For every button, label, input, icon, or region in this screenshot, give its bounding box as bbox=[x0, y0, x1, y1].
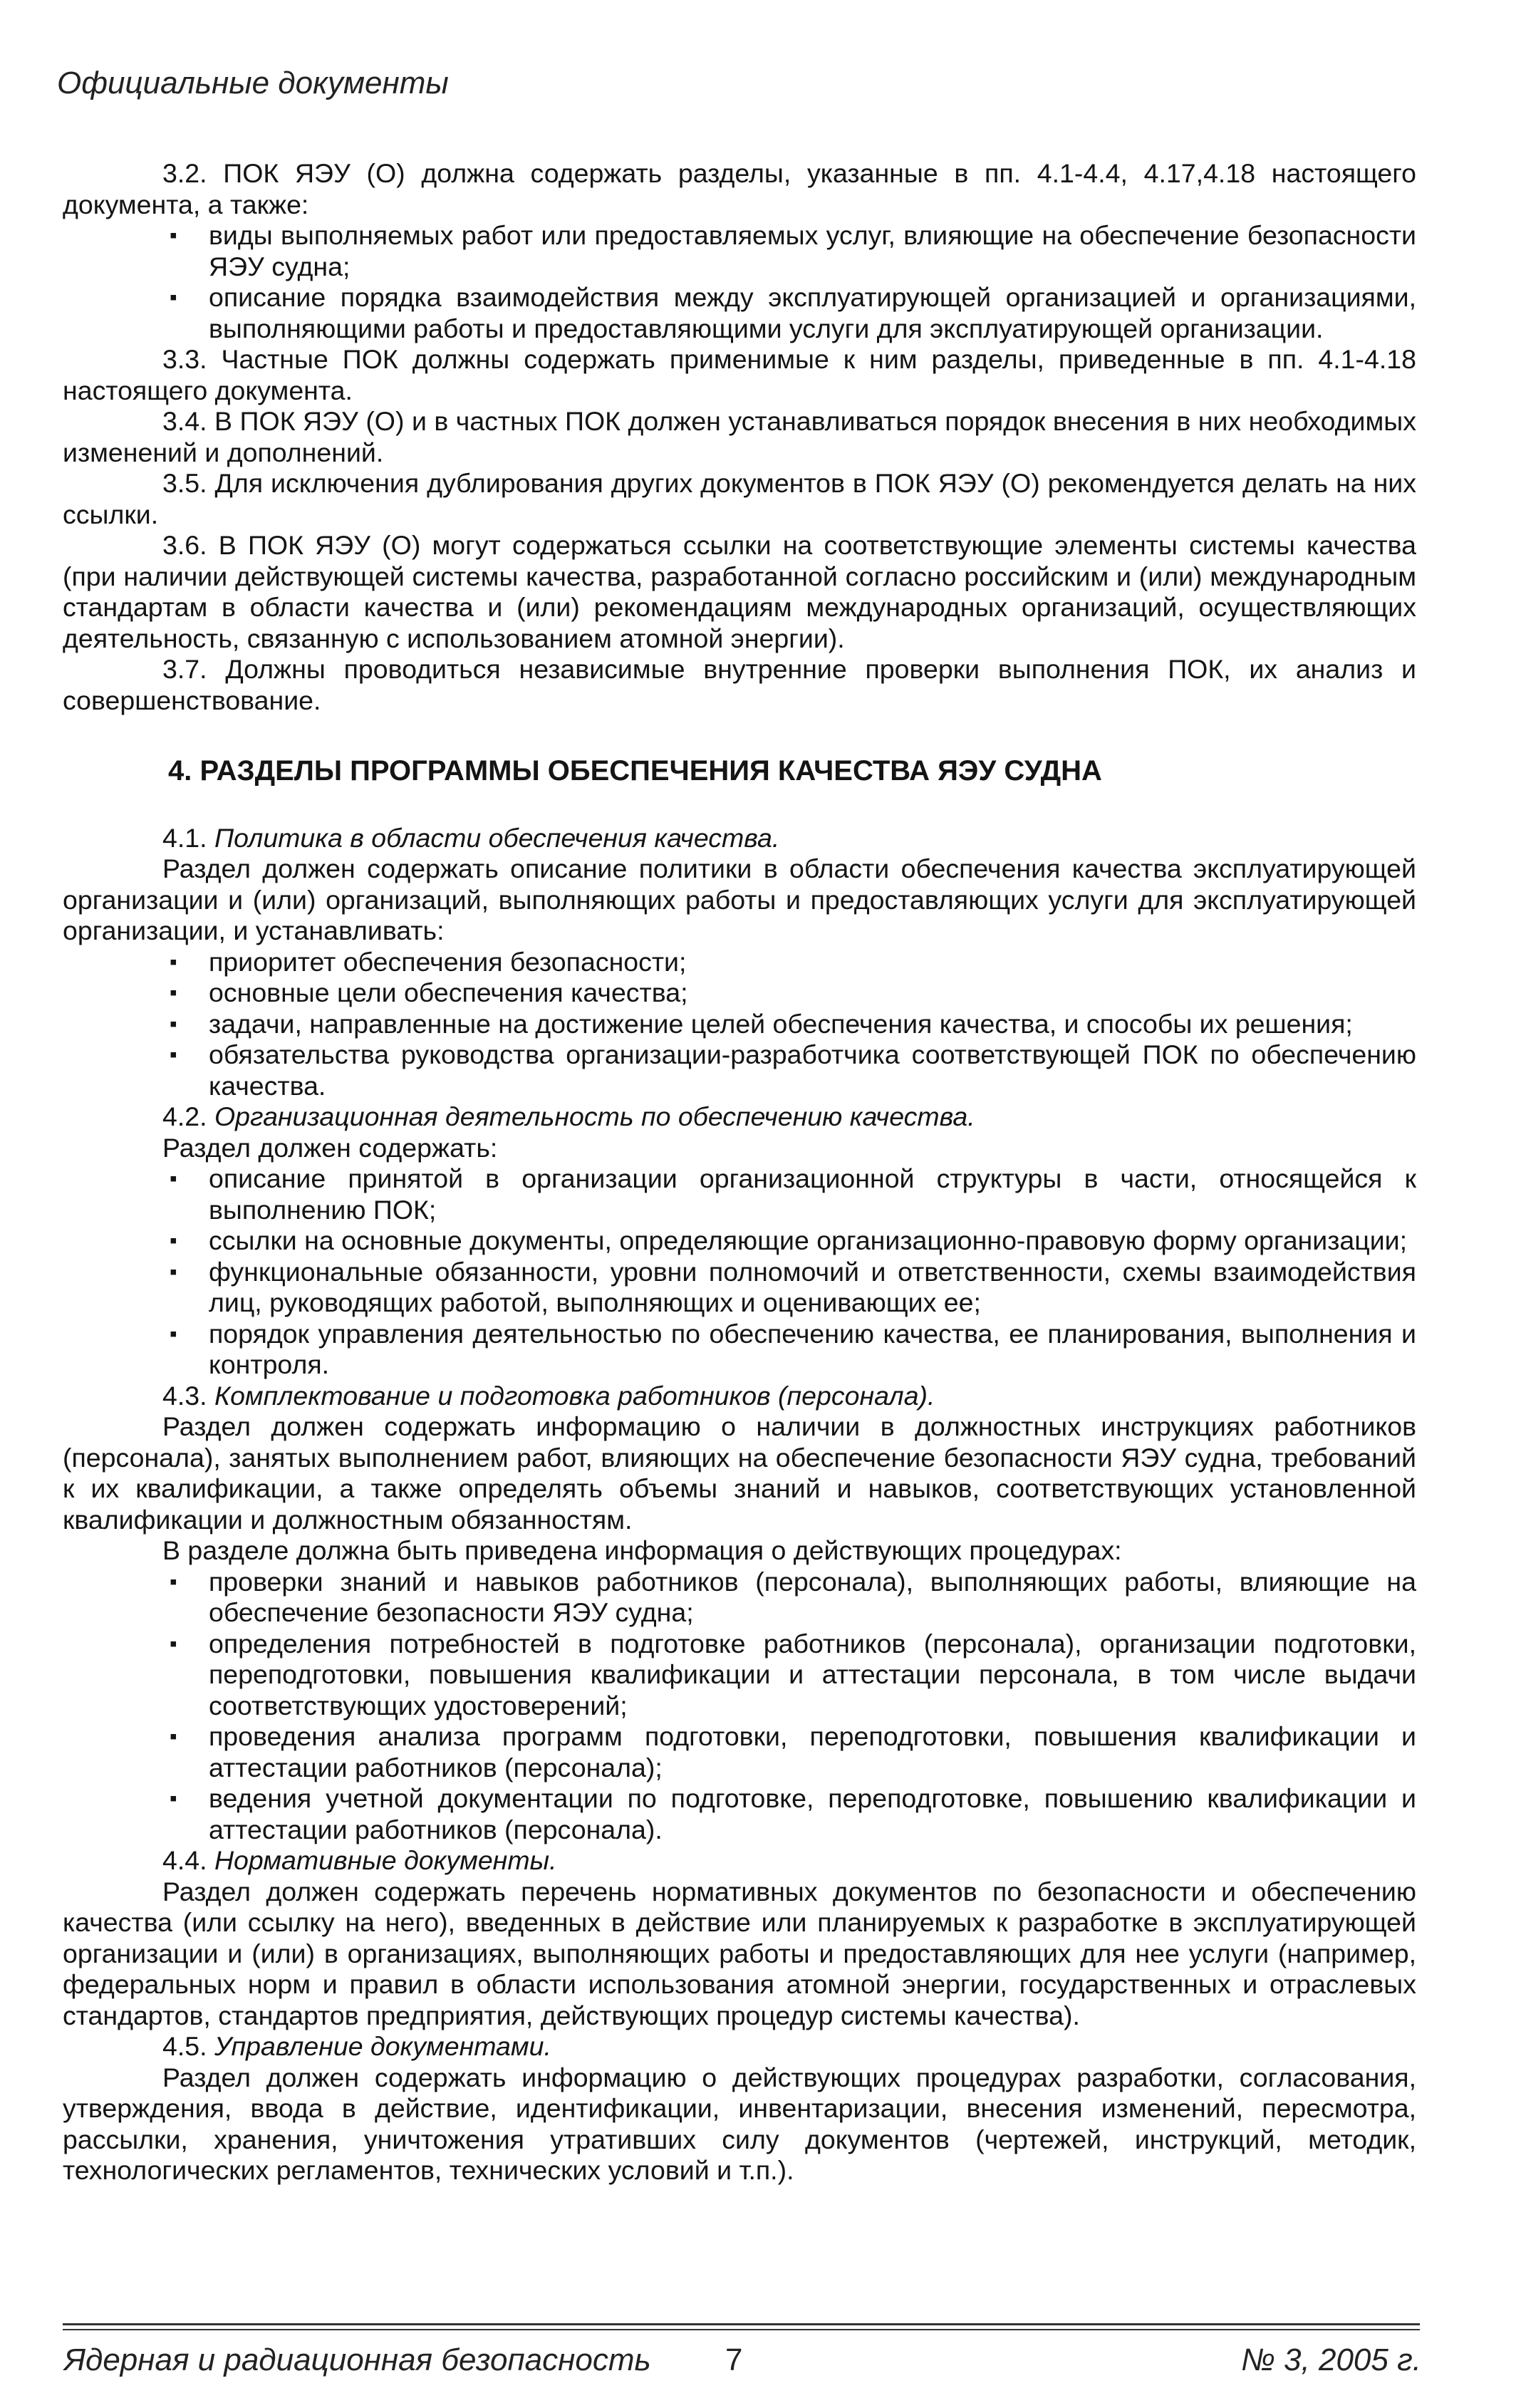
paragraph-4-5: Раздел должен содержать информацию о действующих процедурах разработки, согласования, утверждения, ввода в действие, идентификации, инвентаризации, внесения изменений, пересмотра, рассылки, хранения, уничтожения утративших силу документов (чертежей, инструкций, методик, технологических регламентов, технических условий и т.п.). bbox=[63, 2062, 1416, 2185]
bullet-icon: ▪ bbox=[170, 1229, 177, 1252]
list-item: ▪ определения потребностей в подготовке работников (персонала), организации подготовки, переподготовки, повышения квалификации и аттестации персонала, в том числе выдачи соответствующих удостоверений; bbox=[170, 1628, 1416, 1721]
paragraph-3-7: 3.7. Должны проводиться независимые внутренние проверки выполнения ПОК, их анализ и совершенствование. bbox=[63, 654, 1416, 715]
list-item: ▪ виды выполняемых работ или предоставляемых услуг, влияющие на обеспечение безопасности ЯЭУ судна; bbox=[170, 220, 1416, 281]
list-item: ▪ порядок управления деятельностью по обеспечению качества, ее планирования, выполнения и контроля. bbox=[170, 1318, 1416, 1379]
paragraph-3-4: 3.4. В ПОК ЯЭУ (О) и в частных ПОК должен устанавливаться порядок внесения в них необходимых изменений и дополнений. bbox=[63, 406, 1416, 467]
footer-divider bbox=[63, 2323, 1420, 2325]
subsection-title-4-4: 4.4. Нормативные документы. bbox=[162, 1845, 557, 1875]
bullet-icon: ▪ bbox=[170, 1787, 177, 1810]
subsection-title-4-5: 4.5. Управление документами. bbox=[162, 2031, 551, 2061]
list-item: ▪ проведения анализа программ подготовки, переподготовки, повышения квалификации и аттестации работников (персонала); bbox=[170, 1721, 1416, 1782]
bullet-icon: ▪ bbox=[170, 1043, 177, 1067]
bullet-icon: ▪ bbox=[170, 1260, 177, 1284]
bullet-icon: ▪ bbox=[170, 981, 177, 1005]
list-item: ▪ ссылки на основные документы, определяющие организационно-правовую форму организации; bbox=[170, 1225, 1408, 1255]
footer-divider bbox=[63, 2329, 1420, 2330]
list-item: ▪ основные цели обеспечения качества; bbox=[170, 977, 688, 1007]
list-item: ▪ проверки знаний и навыков работников (персонала), выполняющих работы, влияющие на обеспечение безопасности ЯЭУ судна; bbox=[170, 1566, 1416, 1627]
subsection-title-4-2: 4.2. Организационная деятельность по обеспечению качества. bbox=[162, 1101, 975, 1131]
list-item: ▪ приоритет обеспечения безопасности; bbox=[170, 946, 687, 977]
page-number: 7 bbox=[725, 2342, 743, 2377]
list-item: ▪ ведения учетной документации по подготовке, переподготовке, повышению квалификации и аттестации работников (персонала). bbox=[170, 1783, 1416, 1844]
subsection-title-4-3: 4.3. Комплектование и подготовка работников (персонала). bbox=[162, 1380, 935, 1411]
footer-issue: № 3, 2005 г. bbox=[1241, 2342, 1421, 2377]
bullet-icon: ▪ bbox=[170, 1012, 177, 1036]
bullet-icon: ▪ bbox=[170, 1569, 177, 1594]
bullet-icon: ▪ bbox=[170, 224, 177, 247]
document-body bbox=[63, 158, 1416, 2186]
list-item: ▪ обязательства руководства организации-разработчика соответствующей ПОК по обеспечению качества. bbox=[170, 1039, 1416, 1101]
running-title: Официальные документы bbox=[57, 66, 449, 100]
paragraph-3-3: 3.3. Частные ПОК должны содержать применимые к ним разделы, приведенные в пп. 4.1-4.18 настоящего документа. bbox=[63, 344, 1416, 405]
footer-journal-title: Ядерная и радиационная безопасность bbox=[64, 2342, 651, 2377]
paragraph-3-6: 3.6. В ПОК ЯЭУ (О) могут содержаться ссылки на соответствующие элементы системы качества (при наличии действующей системы качества, разработанной согласно российским и (или) международным стандартам в области качества и (или) рекомендациям международных организаций, осуществляющих деятельность, связанную с использованием атомной энергии). bbox=[63, 530, 1416, 653]
bullet-icon: ▪ bbox=[170, 1725, 177, 1748]
bullet-icon: ▪ bbox=[170, 286, 177, 309]
bullet-icon: ▪ bbox=[170, 1322, 177, 1346]
section-heading: 4. РАЗДЕЛЫ ПРОГРАММЫ ОБЕСПЕЧЕНИЯ КАЧЕСТВА ЯЭУ СУДНА bbox=[168, 755, 1102, 787]
paragraph-4-2: Раздел должен содержать: bbox=[162, 1132, 498, 1163]
paragraph-3-5: 3.5. Для исключения дублирования других документов в ПОК ЯЭУ (О) рекомендуется делать на них ссылки. bbox=[63, 468, 1416, 529]
list-item: ▪ описание принятой в организации организационной структуры в части, относящейся к выполнению ПОК; bbox=[170, 1163, 1416, 1225]
list-item: ▪ функциональные обязанности, уровни полномочий и ответственности, схемы взаимодействия лиц, руководящих работой, выполняющих и оценивающих ее; bbox=[170, 1256, 1416, 1317]
paragraph-4-1: Раздел должен содержать описание политики в области обеспечения качества эксплуатирующей организации и (или) организаций, выполняющих работы и предоставляющих услуги для эксплуатирующей организации, и устанавливать: bbox=[63, 853, 1416, 945]
bullet-icon: ▪ bbox=[170, 1167, 177, 1190]
subsection-title-4-1: 4.1. Политика в области обеспечения качества. bbox=[162, 822, 780, 853]
paragraph-4-4: Раздел должен содержать перечень нормативных документов по безопасности и обеспечению качества (или ссылку на него), введенных в действие или планируемых к разработке в эксплуатирующей организации и (или) в организациях, выполняющих работы и предоставляющих для нее услуги (например, федеральных норм и правил в области использования атомной энергии, государственных и отраслевых стандартов, стандартов предприятия, действующих процедур системы качества). bbox=[63, 1876, 1416, 2030]
bullet-icon: ▪ bbox=[170, 1631, 177, 1656]
paragraph-3-2: 3.2. ПОК ЯЭУ (О) должна содержать разделы, указанные в пп. 4.1-4.4, 4.17,4.18 настоящего документа, а также: bbox=[63, 158, 1416, 219]
paragraph-4-3-a: Раздел должен содержать информацию о наличии в должностных инструкциях работников (персонала), занятых выполнением работ, влияющих на обеспечение безопасности ЯЭУ судна, требований к их квалификации, а также определять объемы знаний и навыков, соответствующих установленной квалификации и должностным обязанностям. bbox=[63, 1411, 1416, 1535]
paragraph-4-3-b: В разделе должна быть приведена информация о действующих процедурах: bbox=[162, 1535, 1122, 1565]
list-item: ▪ задачи, направленные на достижение целей обеспечения качества, и способы их решения; bbox=[170, 1008, 1353, 1039]
list-item: ▪ описание порядка взаимодействия между эксплуатирующей организацией и организациями, выполняющими работы и предоставляющими услуги для эксплуатирующей организации. bbox=[170, 282, 1416, 343]
bullet-icon: ▪ bbox=[170, 950, 177, 974]
